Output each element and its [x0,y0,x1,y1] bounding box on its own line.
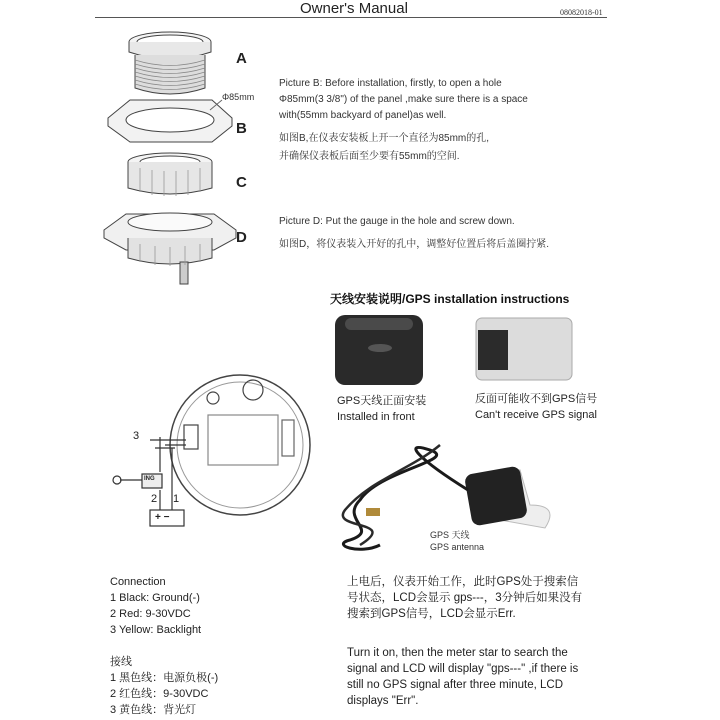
diameter-label: Φ85mm [222,92,255,102]
connection-cn [110,654,218,718]
battery-symbol: + − [155,512,170,523]
power-on-en-line: still no GPS signal after three minute, LCD [347,679,564,691]
picture-b-en-line: Picture B: Before installation, firstly, to open a hole [279,78,502,89]
connection-cn-title: 接线 [110,656,132,668]
power-on-cn-line: 上电后，仪表开始工作，此时GPS处于搜索信 [347,576,579,588]
picture-b-cn [279,130,609,166]
gps-back-caption-cn: 反面可能收不到GPS信号 [475,393,598,405]
gps-back-caption-en: Can't receive GPS signal [475,409,597,421]
gps-antenna-label-en: GPS antenna [430,542,485,552]
connection-cn-item: 1 黑色线：电源负极(-) [110,672,219,684]
gps-front-caption-cn: GPS天线正面安装 [337,395,427,407]
part-label-b: B [236,120,247,137]
page-title: Owner's Manual [300,0,408,17]
gps-antenna-label-cn: GPS 天线 [430,530,470,540]
power-on-cn [347,574,647,622]
document-code: 08082018-01 [560,8,603,17]
picture-b-en-line: with(55mm backyard of panel)as well. [279,110,447,121]
picture-b-en-line: Φ85mm(3 3/8") of the panel ,make sure there is a space [279,94,528,105]
connection-cn-item: 2 红色线：9-30VDC [110,688,209,700]
part-a-bezel-illustration [129,32,211,94]
part-label-a: A [236,50,247,67]
connection-title: Connection [110,576,166,588]
gps-front-caption-en: Installed in front [337,411,415,423]
part-d-assembly-illustration [104,213,236,284]
power-on-en-line: displays "Err". [347,695,419,707]
wire-label-1: 1 [173,493,180,505]
connection-cn-item: 3 黄色线：背光灯 [110,704,197,716]
picture-b-cn-line: 并确保仪表板后面至少要有55mm的空间. [279,151,460,162]
wiring-diagram [113,375,310,526]
connection-item: 2 Red: 9-30VDC [110,608,191,620]
power-on-en-line: Turn it on, then the meter star to search the [347,647,568,659]
picture-d-en: Picture D: Put the gauge in the hole and screw down. [279,216,515,227]
picture-d-cn: 如图D，将仪表装入开好的孔中，调整好位置后将后盖圈拧紧. [279,239,549,250]
connection-item: 1 Black: Ground(-) [110,592,200,604]
power-on-cn-line: 搜索到GPS信号，LCD会显示Err. [347,608,516,620]
power-on-en-line: signal and LCD will display "gps---" ,if there is [347,663,579,675]
connection-en [110,574,201,638]
wire-label-3: 3 [133,430,140,442]
power-on-en [347,645,647,709]
gps-section-title: 天线安装说明/GPS installation instructions [330,292,570,306]
part-c-nut-illustration [128,153,212,196]
ignition-label: ING [144,476,155,482]
power-on-cn-line: 号状态，LCD会显示 gps---，3分钟后如果没有 [347,592,583,604]
wire-label-2: 2 [151,493,158,505]
picture-b-cn-line: 如图B,在仪表安装板上开一个直径为85mm的孔, [279,133,490,144]
part-b-panel-illustration [108,100,232,142]
gps-front-photo [335,315,423,385]
picture-b-en [279,76,609,124]
gps-back-photo [476,318,572,380]
part-label-d: D [236,229,247,246]
connection-item: 3 Yellow: Backlight [110,624,202,636]
part-label-c: C [236,174,247,191]
